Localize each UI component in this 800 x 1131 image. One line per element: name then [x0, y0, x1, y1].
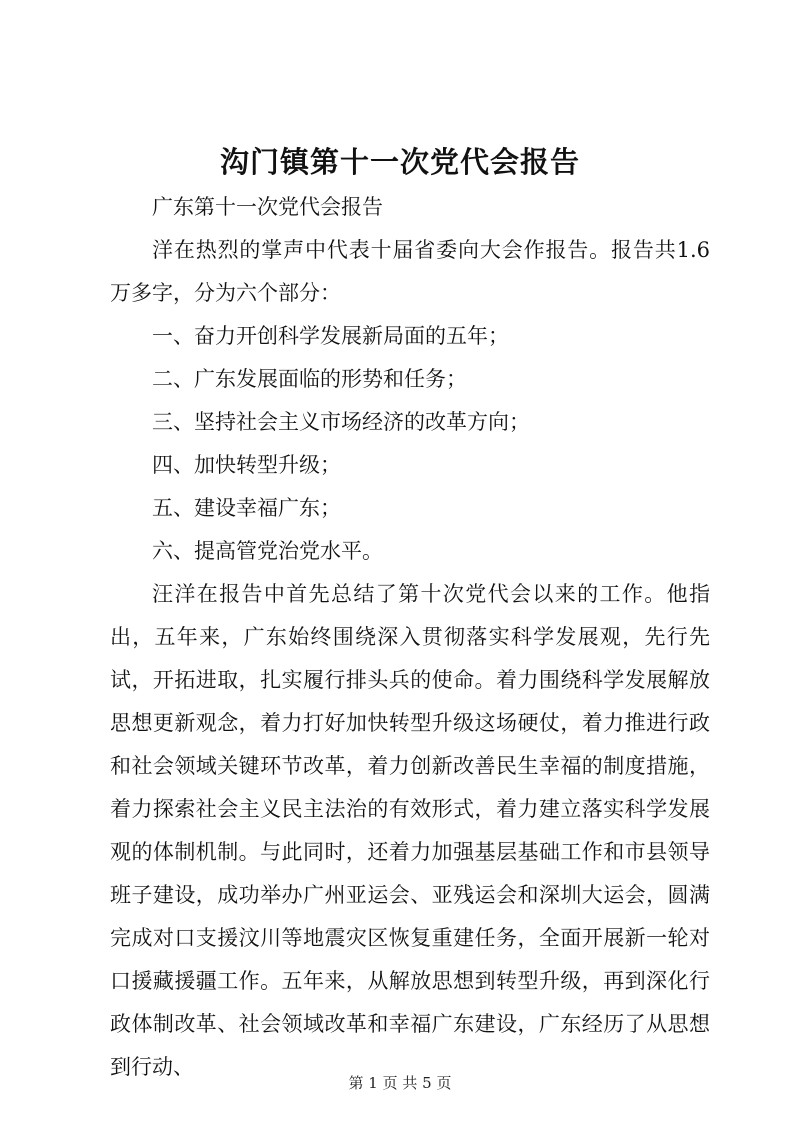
list-item-part-2: 二、广东发展面临的形势和任务； — [152, 367, 467, 391]
paragraph-subtitle: 广东第十一次党代会报告 — [152, 195, 383, 219]
list-item-part-5: 五、建设幸福广东； — [152, 496, 341, 520]
list-item-part-1: 一、奋力开创科学发展新局面的五年； — [152, 324, 509, 348]
page-number-footer: 第 1 页 共 5 页 — [348, 1074, 452, 1092]
document-title: 沟门镇第十一次党代会报告 — [219, 145, 580, 179]
paragraph-intro: 洋在热烈的掌声中代表十届省委向大会作报告。报告共1.6万多字，分为六个部分： — [110, 238, 710, 305]
list-item-part-6: 六、提高管党治党水平。 — [152, 539, 383, 563]
paragraph-summary: 汪洋在报告中首先总结了第十次党代会以来的工作。他指出，五年来，广东始终围绕深入贯彻落实科学发展观，先行先试，开拓进取，扎实履行排头兵的使命。着力围绕科学发展解放思想更新观念，着力打好加快转型升级这场硬仗，着力推进行政和社会领域关键环节改革，着力创新改善民生幸福的制度措施，着力探索社会主义民主法治的有效形式，着力建立落实科学发展观的体制机制。与此同时，还着力加强基层基础工作和市县领导班子建设，成功举办广州亚运会、亚残运会和深圳大运会，圆满完成对口支援汶川等地震灾区恢复重建任务，全面开展新一轮对口援藏援疆工作。五年来，从解放思想到转型升级，再到深化行政体制改革、社会领域改革和幸福广东建设，广东经历了从思想到行动、 — [110, 582, 710, 1079]
list-item-part-4: 四、加快转型升级； — [152, 453, 341, 477]
list-item-part-3: 三、坚持社会主义市场经济的改革方向； — [152, 410, 530, 434]
document-body — [110, 186, 710, 1089]
